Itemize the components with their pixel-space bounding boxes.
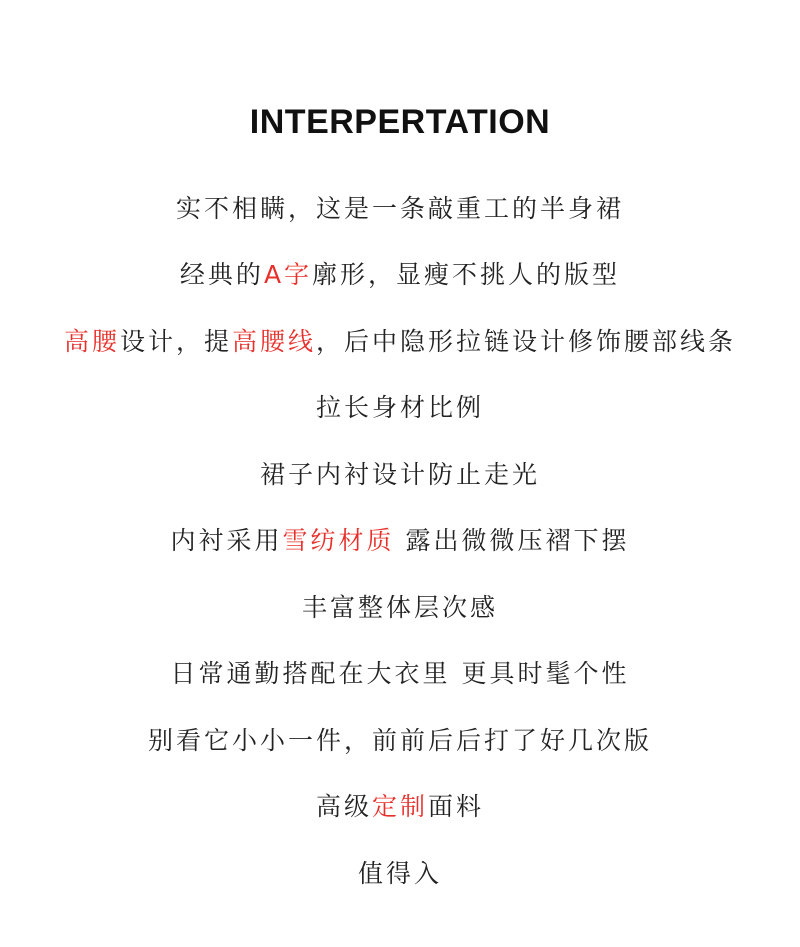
line-3-highlight-waistline: 高腰线 bbox=[232, 327, 317, 356]
description-line-3 bbox=[0, 325, 800, 359]
line-10-text-b: 面料 bbox=[428, 792, 485, 821]
line-6-highlight-chiffon: 雪纺材质 bbox=[282, 526, 395, 555]
line-10-highlight-custom: 定制 bbox=[371, 792, 428, 821]
description-line-6 bbox=[0, 524, 800, 558]
line-8-text: 日常通勤搭配在大衣里 更具时髦个性 bbox=[170, 659, 630, 688]
description-line-5 bbox=[0, 458, 800, 492]
line-4-text: 拉长身材比例 bbox=[315, 393, 484, 422]
description-line-1 bbox=[0, 192, 800, 226]
description-line-4 bbox=[0, 391, 800, 425]
line-11-text: 值得入 bbox=[357, 859, 442, 888]
line-6-text-a: 内衬采用 bbox=[170, 526, 283, 555]
line-7-text: 丰富整体层次感 bbox=[301, 593, 498, 622]
line-6-text-b: 露出微微压褶下摆 bbox=[394, 526, 630, 555]
description-line-8 bbox=[0, 657, 800, 691]
line-10-text-a: 高级 bbox=[315, 792, 372, 821]
description-line-2 bbox=[0, 258, 800, 292]
line-2-text-a: 经典的 bbox=[179, 260, 264, 289]
page-title: INTERPERTATION bbox=[249, 103, 551, 141]
line-3-text-b: ，后中隐形拉链设计修饰腰部线条 bbox=[316, 327, 737, 356]
line-3-highlight-high-waist: 高腰 bbox=[63, 327, 120, 356]
line-2-highlight-a-shape: A字 bbox=[263, 260, 313, 289]
description-line-9 bbox=[0, 724, 800, 758]
description-line-7 bbox=[0, 591, 800, 625]
line-1-text: 实不相瞒，这是一条敲重工的半身裙 bbox=[175, 194, 624, 223]
description-line-11 bbox=[0, 857, 800, 891]
line-9-text: 别看它小小一件，前前后后打了好几次版 bbox=[147, 726, 652, 755]
line-5-text: 裙子内衬设计防止走光 bbox=[259, 460, 540, 489]
line-2-text-b: 廓形，显瘦不挑人的版型 bbox=[312, 260, 621, 289]
line-3-text-a: 设计，提 bbox=[119, 327, 232, 356]
description-line-10 bbox=[0, 790, 800, 824]
